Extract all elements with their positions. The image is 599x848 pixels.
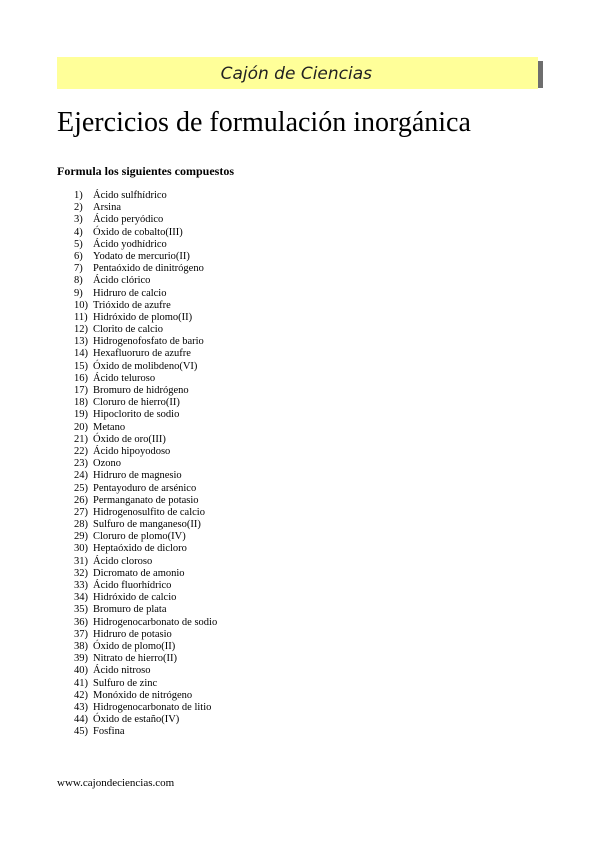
exercise-item	[74, 592, 217, 604]
exercise-compound: Hidróxido de calcio	[93, 592, 177, 604]
exercise-compound: Óxido de estaño(IV)	[93, 714, 180, 726]
exercise-number: 5)	[74, 238, 83, 250]
exercise-compound: Heptaóxido de dicloro	[93, 543, 187, 555]
exercise-number: 21)	[74, 433, 88, 445]
exercise-number: 30)	[74, 543, 88, 555]
exercise-item	[74, 361, 217, 373]
exercise-number: 31)	[74, 555, 88, 567]
exercise-number: 7)	[74, 263, 83, 275]
exercise-compound: Ozono	[93, 458, 121, 470]
exercise-number: 40)	[74, 665, 88, 677]
exercise-compound: Hidrogenofosfato de bario	[93, 336, 204, 348]
exercise-number: 15)	[74, 360, 88, 372]
exercise-number: 28)	[74, 519, 88, 531]
exercise-item	[74, 495, 217, 507]
exercise-number: 6)	[74, 250, 83, 262]
exercise-item	[74, 604, 217, 616]
exercise-compound: Óxido de molibdeno(VI)	[93, 360, 198, 372]
exercise-compound: Hidruro de magnesio	[93, 470, 182, 482]
exercise-number: 13)	[74, 336, 88, 348]
exercise-item	[74, 617, 217, 629]
exercise-number: 41)	[74, 677, 88, 689]
exercise-compound: Nitrato de hierro(II)	[93, 653, 177, 665]
exercise-number: 32)	[74, 567, 88, 579]
exercise-compound: Cloruro de plomo(IV)	[93, 531, 186, 543]
exercise-number: 22)	[74, 445, 88, 457]
exercise-number: 36)	[74, 616, 88, 628]
exercise-item	[74, 348, 217, 360]
exercise-compound: Ácido hipoyodoso	[93, 445, 171, 457]
exercise-number: 18)	[74, 397, 88, 409]
exercise-compound: Óxido de cobalto(III)	[93, 226, 183, 238]
exercise-compound: Ácido clórico	[93, 275, 151, 287]
exercise-item	[74, 470, 217, 482]
exercise-item	[74, 434, 217, 446]
exercise-compound: Clorito de calcio	[93, 324, 163, 336]
exercise-number: 12)	[74, 324, 88, 336]
exercise-number: 37)	[74, 628, 88, 640]
exercise-number: 23)	[74, 458, 88, 470]
exercise-item	[74, 227, 217, 239]
exercise-number: 9)	[74, 287, 83, 299]
exercise-compound: Sulfuro de manganeso(II)	[93, 519, 201, 531]
exercise-item	[74, 288, 217, 300]
exercise-number: 43)	[74, 701, 88, 713]
exercise-compound: Ácido peryódico	[93, 214, 164, 226]
exercise-item	[74, 324, 217, 336]
exercise-item	[74, 531, 217, 543]
exercise-compound: Bromuro de hidrógeno	[93, 385, 189, 396]
exercise-item	[74, 726, 217, 738]
instructions-heading: Formula los siguientes compuestos	[57, 164, 234, 178]
exercise-compound: Ácido cloroso	[93, 555, 153, 567]
exercise-compound: Ácido yodhídrico	[93, 238, 167, 250]
exercise-compound: Dicromato de amonio	[93, 567, 185, 579]
exercise-item	[74, 678, 217, 690]
exercise-item	[74, 446, 217, 458]
exercise-item	[74, 665, 217, 677]
exercise-item	[74, 202, 217, 214]
exercise-number: 27)	[74, 506, 88, 518]
exercise-item	[74, 336, 217, 348]
exercise-item	[74, 409, 217, 421]
exercise-number: 33)	[74, 580, 88, 591]
exercise-item	[74, 251, 217, 263]
exercise-number: 8)	[74, 275, 83, 287]
exercise-compound: Ácido teluroso	[93, 372, 156, 384]
exercise-compound: Hexafluoruro de azufre	[93, 348, 191, 360]
exercise-item	[74, 373, 217, 385]
exercise-compound: Óxido de oro(III)	[93, 433, 166, 445]
exercise-number: 1)	[74, 190, 83, 201]
exercise-item	[74, 385, 217, 397]
exercise-item	[74, 543, 217, 555]
exercise-compound: Ácido nitroso	[93, 665, 151, 677]
exercise-number: 19)	[74, 409, 88, 421]
exercise-number: 4)	[74, 226, 83, 238]
exercise-compound: Ácido fluorhídrico	[93, 580, 172, 591]
exercise-compound: Ácido sulfhídrico	[93, 190, 167, 201]
page-title: Ejercicios de formulación inorgánica	[57, 107, 471, 138]
exercise-number: 44)	[74, 714, 88, 726]
exercise-compound: Cloruro de hierro(II)	[93, 397, 180, 409]
exercise-number: 34)	[74, 592, 88, 604]
exercise-number: 25)	[74, 482, 88, 494]
exercise-number: 2)	[74, 202, 83, 214]
exercise-compound: Pentayoduro de arsénico	[93, 482, 197, 494]
exercise-compound: Pentaóxido de dinitrógeno	[93, 263, 204, 275]
exercise-item	[74, 214, 217, 226]
exercise-item	[74, 312, 217, 324]
brand-title: Cajón de Ciencias	[220, 64, 372, 84]
exercise-item	[74, 190, 217, 202]
exercise-compound: Hidrogenosulfito de calcio	[93, 506, 205, 518]
exercise-number: 16)	[74, 372, 88, 384]
exercise-item	[74, 629, 217, 641]
exercise-number: 11)	[74, 311, 88, 323]
exercise-compound: Sulfuro de zinc	[93, 677, 158, 689]
header-banner-text-area	[57, 57, 538, 89]
exercise-number: 20)	[74, 421, 88, 433]
exercise-number: 42)	[74, 689, 88, 701]
exercise-item	[74, 300, 217, 312]
exercise-compound: Monóxido de nitrógeno	[93, 689, 193, 701]
exercise-number: 38)	[74, 640, 88, 652]
exercise-item	[74, 556, 217, 568]
exercise-number: 10)	[74, 299, 88, 311]
exercise-list	[74, 190, 217, 738]
exercise-compound: Bromuro de plata	[93, 604, 167, 616]
exercise-item	[74, 702, 217, 714]
exercise-compound: Hidrogenocarbonato de litio	[93, 701, 212, 713]
exercise-number: 26)	[74, 494, 88, 506]
exercise-item	[74, 397, 217, 409]
exercise-compound: Hipoclorito de sodio	[93, 409, 180, 421]
exercise-item	[74, 239, 217, 251]
exercise-number: 14)	[74, 348, 88, 360]
exercise-compound: Fosfina	[93, 726, 125, 738]
exercise-item	[74, 422, 217, 434]
exercise-item	[74, 275, 217, 287]
exercise-compound: Permanganato de potasio	[93, 494, 199, 506]
exercise-compound: Trióxido de azufre	[93, 299, 171, 311]
exercise-number: 24)	[74, 470, 88, 482]
exercise-item	[74, 458, 217, 470]
exercise-number: 17)	[74, 385, 88, 396]
exercise-compound: Metano	[93, 421, 126, 433]
exercise-number: 29)	[74, 531, 88, 543]
exercise-item	[74, 580, 217, 592]
exercise-item	[74, 263, 217, 275]
exercise-compound: Yodato de mercurio(II)	[93, 250, 190, 262]
exercise-item	[74, 483, 217, 495]
exercise-number: 3)	[74, 214, 83, 226]
exercise-compound: Hidruro de calcio	[93, 287, 167, 299]
exercise-item	[74, 519, 217, 531]
exercise-item	[74, 641, 217, 653]
exercise-compound: Hidruro de potasio	[93, 628, 172, 640]
exercise-compound: Arsina	[93, 202, 121, 214]
exercise-item	[74, 690, 217, 702]
exercise-item	[74, 568, 217, 580]
exercise-number: 35)	[74, 604, 88, 616]
exercise-number: 39)	[74, 653, 88, 665]
exercise-compound: Hidróxido de plomo(II)	[93, 311, 193, 323]
exercise-number: 45)	[74, 726, 88, 738]
exercise-item	[74, 507, 217, 519]
exercise-item	[74, 714, 217, 726]
footer-website[interactable]: www.cajondeciencias.com	[57, 777, 175, 789]
exercise-compound: Óxido de plomo(II)	[93, 640, 176, 652]
exercise-item	[74, 653, 217, 665]
exercise-compound: Hidrogenocarbonato de sodio	[93, 616, 218, 628]
